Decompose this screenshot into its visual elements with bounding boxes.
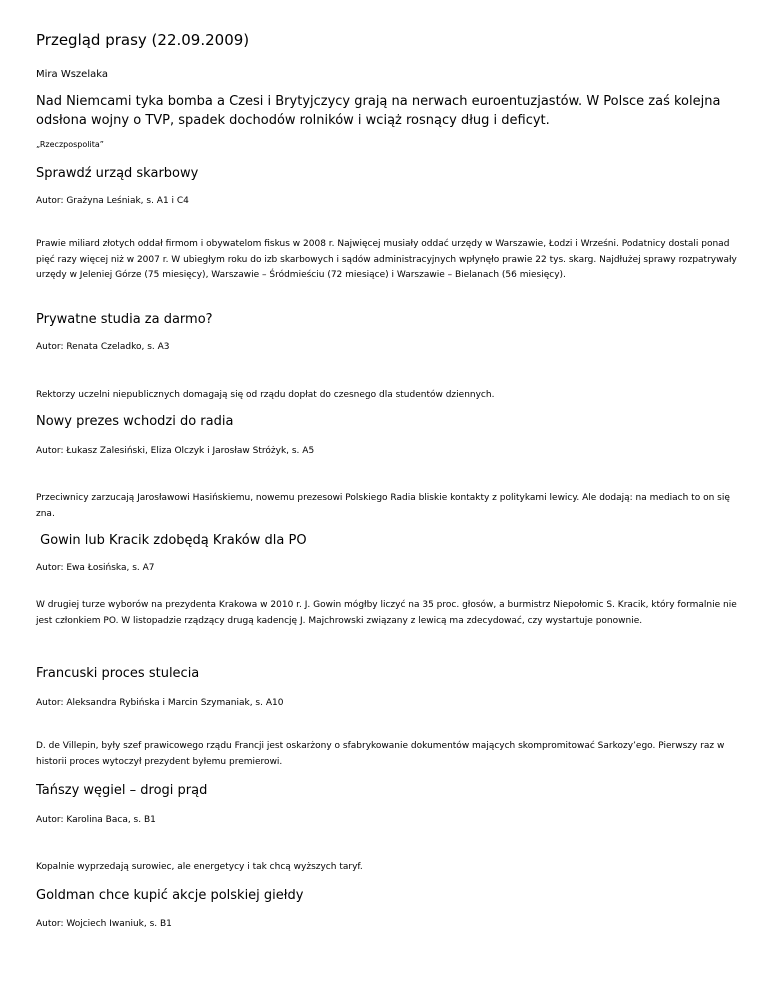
article-body: D. de Villepin, były szef prawicowego rządu Francji jest oskarżony o sfabrykowanie dokumentów mających skompromitować Sarkozy’ego. Pierwszy raz w historii proces wytoczył prezydent byłemu premierowi. xyxy=(36,741,725,767)
article-body: Rektorzy uczelni niepublicznych domagają się od rządu dopłat do czesnego dla studentów dziennych. xyxy=(36,390,495,400)
article-title: Sprawdź urząd skarbowy xyxy=(36,166,199,181)
article-title: Goldman chce kupić akcje polskiej giełdy xyxy=(36,888,304,903)
lead-paragraph: Nad Niemcami tyka bomba a Czesi i Brytyjczycy grają na nerwach euroentuzjastów. W Polsce zaś kolejna odsłona wojny o TVP, spadek dochodów rolników i wciąż rosnący dług i deficyt. xyxy=(36,94,721,128)
article-title: Prywatne studia za darmo? xyxy=(36,312,213,327)
article-body: W drugiej turze wyborów na prezydenta Krakowa w 2010 r. J. Gowin mógłby liczyć na 35 proc. głosów, a burmistrz Niepołomic S. Kracik, który formalnie nie jest członkiem PO. W listopadzie rządzący drugą kadencję J. Majchrowski związany z lewicą ma zdecydować, czy wystartuje ponownie. xyxy=(36,600,737,626)
article-title: Tańszy węgiel – drogi prąd xyxy=(36,783,208,798)
article-body: Prawie miliard złotych oddał firmom i obywatelom fiskus w 2008 r. Najwięcej musiały oddać urzędy w Warszawie, Łodzi i Wrześni. Podatnicy dostali ponad pięć razy więcej niż w 2007 r. W ubiegłym roku do izb skarbowych i sądów administracyjnych wpłynęło prawie 22 tys. skarg. Najdłużej sprawy rozpatrywały urzędy w Jeleniej Górze (75 miesięcy), Warszawie – Śródmieściu (72 miesiące) i Warszawie – Bielanach (56 miesięcy). xyxy=(36,239,737,280)
article-meta: Autor: Renata Czeladko, s. A3 xyxy=(36,342,170,352)
article-title: Nowy prezes wchodzi do radia xyxy=(36,414,234,429)
source-label: „Rzeczpospolita” xyxy=(36,140,104,149)
article-title: Francuski proces stulecia xyxy=(36,666,200,681)
article-title: Gowin lub Kracik zdobędą Kraków dla PO xyxy=(36,533,307,548)
article-meta: Autor: Łukasz Zalesiński, Eliza Olczyk i Jarosław Stróżyk, s. A5 xyxy=(36,446,315,456)
article-meta: Autor: Karolina Baca, s. B1 xyxy=(36,815,156,825)
article-meta: Autor: Grażyna Leśniak, s. A1 i C4 xyxy=(36,196,189,206)
article-body: Kopalnie wyprzedają surowiec, ale energetycy i tak chcą wyższych taryf. xyxy=(36,862,363,872)
article-meta: Autor: Ewa Łosińska, s. A7 xyxy=(36,563,155,573)
document-author: Mira Wszelaka xyxy=(36,69,108,80)
page-title: Przegląd prasy (22.09.2009) xyxy=(36,31,250,49)
article-meta: Autor: Aleksandra Rybińska i Marcin Szymaniak, s. A10 xyxy=(36,698,284,708)
article-body: Przeciwnicy zarzucają Jarosławowi Hasińskiemu, nowemu prezesowi Polskiego Radia bliskie kontakty z politykami lewicy. Ale dodają: na mediach to on się zna. xyxy=(36,493,730,519)
article-meta: Autor: Wojciech Iwaniuk, s. B1 xyxy=(36,919,172,929)
